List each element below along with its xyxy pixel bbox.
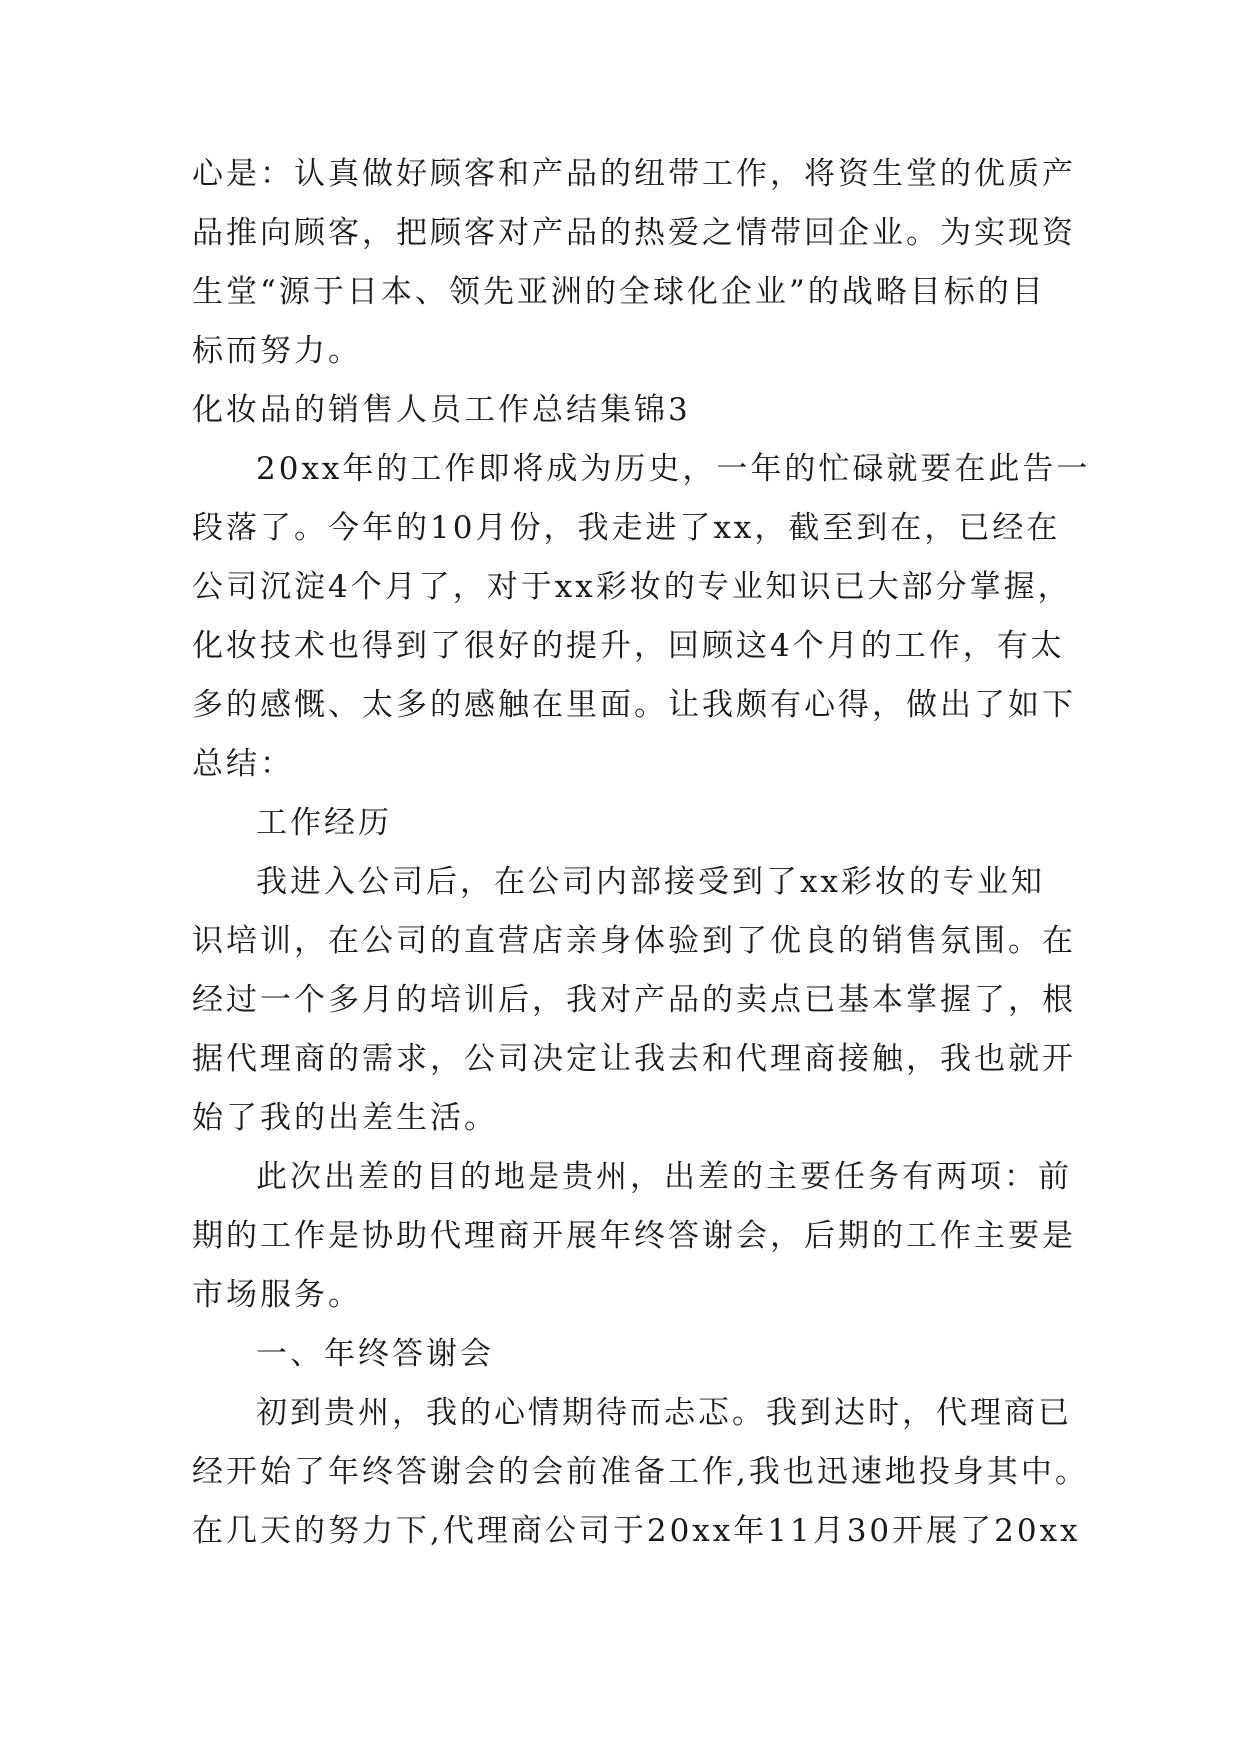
text-line: 经开始了年终答谢会的会前准备工作,我也迅速地投身其中。: [192, 1454, 1089, 1490]
text-line: 在几天的努力下,代理商公司于20xx年11月30开展了20xx: [192, 1513, 1081, 1549]
subheading: 一、年终答谢会: [256, 1336, 494, 1372]
text-line: 市场服务。: [192, 1277, 362, 1313]
text-line: 段落了。今年的10月份，我走进了xx，截至到在，已经在: [192, 510, 1061, 546]
subheading: 工作经历: [256, 805, 392, 841]
text-line: 公司沉淀4个月了，对于xx彩妆的专业知识已大部分掌握，: [192, 569, 1072, 605]
text-line: 我进入公司后，在公司内部接受到了xx彩妆的专业知: [256, 864, 1045, 900]
text-line: 期的工作是协助代理商开展年终答谢会，后期的工作主要是: [192, 1218, 1076, 1254]
text-line: 此次出差的目的地是贵州，出差的主要任务有两项：前: [256, 1159, 1072, 1195]
text-line: 生堂“源于日本、领先亚洲的全球化企业”的战略目标的目: [192, 274, 1046, 310]
text-line: 20xx年的工作即将成为历史，一年的忙碌就要在此告一: [256, 451, 1091, 487]
text-line: 总结：: [192, 746, 294, 782]
text-line: 化妆技术也得到了很好的提升，回顾这4个月的工作，有太: [192, 628, 1065, 664]
text-line: 心是：认真做好顾客和产品的纽带工作，将资生堂的优质产: [192, 156, 1076, 192]
text-line: 初到贵州，我的心情期待而忐忑。我到达时，代理商已: [256, 1395, 1072, 1431]
text-line: 品推向顾客，把顾客对产品的热爱之情带回企业。为实现资: [192, 215, 1076, 251]
text-line: 识培训，在公司的直营店亲身体验到了优良的销售氛围。在: [192, 923, 1076, 959]
document-body: [192, 145, 1091, 1561]
section-heading: 化妆品的销售人员工作总结集锦3: [192, 392, 691, 428]
text-line: 多的感慨、太多的感触在里面。让我颇有心得，做出了如下: [192, 687, 1076, 723]
text-line: 标而努力。: [192, 333, 362, 369]
text-line: 经过一个多月的培训后，我对产品的卖点已基本掌握了，根: [192, 982, 1076, 1018]
text-line: 始了我的出差生活。: [192, 1100, 498, 1136]
text-line: 据代理商的需求，公司决定让我去和代理商接触，我也就开: [192, 1041, 1076, 1077]
